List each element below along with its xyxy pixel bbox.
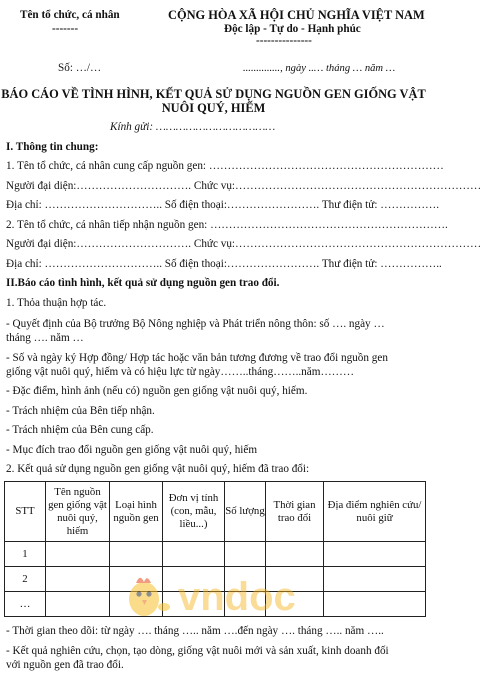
form-line: Người đại diện:…………………………. Chức vụ:…………………………………………………………: [6, 238, 481, 250]
document-number: Số: …/…: [58, 62, 102, 74]
table-cell: [324, 592, 426, 617]
body-line: - Số và ngày ký Hợp đồng/ Hợp tác hoặc văn bản tương đương về trao đổi nguồn gen: [6, 352, 388, 364]
table-cell-stt: …: [5, 592, 46, 617]
column-header: Tên nguồn gen giống vật nuôi quý, hiếm: [46, 482, 110, 542]
table-cell: [225, 542, 266, 567]
section-general-info-heading: I. Thông tin chung:: [6, 141, 99, 153]
form-line: 1. Tên tổ chức, cá nhân cung cấp nguồn gen: ………………………………………………………: [6, 160, 444, 172]
body-line: với nguồn gen đã trao đổi.: [6, 659, 124, 671]
country-name: CỘNG HÒA XÃ HỘI CHỦ NGHĨA VIỆT NAM: [168, 8, 425, 22]
body-line: - Thời gian theo dõi: từ ngày …. tháng ….. năm ….đến ngày …. tháng ….. năm …..: [6, 625, 384, 637]
table-cell: [46, 592, 110, 617]
column-header: Địa điểm nghiên cứu/ nuôi giữ: [324, 482, 426, 542]
body-line: 2. Kết quả sử dụng nguồn gen giống vật nuôi quý, hiếm đã trao đổi:: [6, 463, 310, 475]
body-line: - Trách nhiệm của Bên cung cấp.: [6, 424, 154, 436]
body-line: 1. Thỏa thuận hợp tác.: [6, 297, 107, 309]
column-header: Số lượng: [225, 482, 266, 542]
table-row: [5, 542, 426, 567]
column-header: Loại hình nguồn gen: [110, 482, 163, 542]
national-motto: Độc lập - Tự do - Hạnh phúc: [224, 23, 361, 35]
org-name-label: Tên tổ chức, cá nhân: [20, 9, 120, 21]
column-header: Thời gian trao đổi: [266, 482, 324, 542]
body-line: - Trách nhiệm của Bên tiếp nhận.: [6, 405, 155, 417]
org-name-dashes: -------: [52, 23, 79, 35]
table-cell: [110, 542, 163, 567]
recipient-line: Kính gửi: ………………………………: [110, 121, 276, 133]
body-line: - Quyết định của Bộ trưởng Bộ Nông nghiệp và Phát triển nông thôn: số …. ngày …: [6, 318, 385, 330]
document-date: .............., ngày ..… tháng … năm …: [243, 63, 396, 74]
watermark-text: vndoc: [178, 575, 296, 619]
table-cell: [266, 542, 324, 567]
document-title-line-2: NUÔI QUÝ, HIẾM: [161, 101, 266, 115]
document-title-line-1: BÁO CÁO VỀ TÌNH HÌNH, KẾT QUẢ SỬ DỤNG NGUỒN GEN GIỐNG VẬT: [1, 87, 426, 101]
column-header: STT: [5, 482, 46, 542]
body-line: tháng …. năm …: [6, 332, 84, 344]
body-line: - Kết quả nghiên cứu, chọn, tạo dòng, giống vật nuôi mới và sản xuất, kinh doanh đối: [6, 645, 389, 657]
table-cell: [163, 542, 225, 567]
body-line: - Mục đích trao đổi nguồn gen giống vật nuôi quý, hiếm: [6, 444, 258, 456]
vndoc-watermark-logo: [120, 565, 320, 625]
table-header-row: [5, 482, 426, 542]
section-report-heading: II.Báo cáo tình hình, kết quả sử dụng nguồn gen trao đổi.: [6, 277, 280, 289]
form-line: Địa chỉ: ………………………….. Số điện thoại:……………………. Thư điện tử: …………….: [6, 199, 439, 211]
table-cell: [324, 567, 426, 592]
form-line: Người đại diện:…………………………. Chức vụ:…………………………………………………………: [6, 180, 481, 192]
table-cell: [46, 567, 110, 592]
table-cell-stt: 1: [5, 542, 46, 567]
body-line: giống vật nuôi quý, hiếm và có hiệu lực từ ngày……..tháng……..năm………: [6, 366, 355, 378]
motto-dashes: ---------------: [256, 35, 312, 47]
table-cell-stt: 2: [5, 567, 46, 592]
body-line: - Đặc điểm, hình ảnh (nếu có) nguồn gen giống vật nuôi quý, hiếm.: [6, 385, 308, 397]
form-line: 2. Tên tổ chức, cá nhân tiếp nhận nguồn gen: ……………………………………………………….: [6, 219, 448, 231]
column-header: Đơn vị tính (con, mẫu, liều...): [163, 482, 225, 542]
table-cell: [46, 542, 110, 567]
chick-mascot-icon: [129, 578, 170, 616]
form-line: Địa chỉ: ………………………….. Số điện thoại:……………………. Thư điện tử: ……………..: [6, 258, 442, 270]
table-cell: [324, 542, 426, 567]
